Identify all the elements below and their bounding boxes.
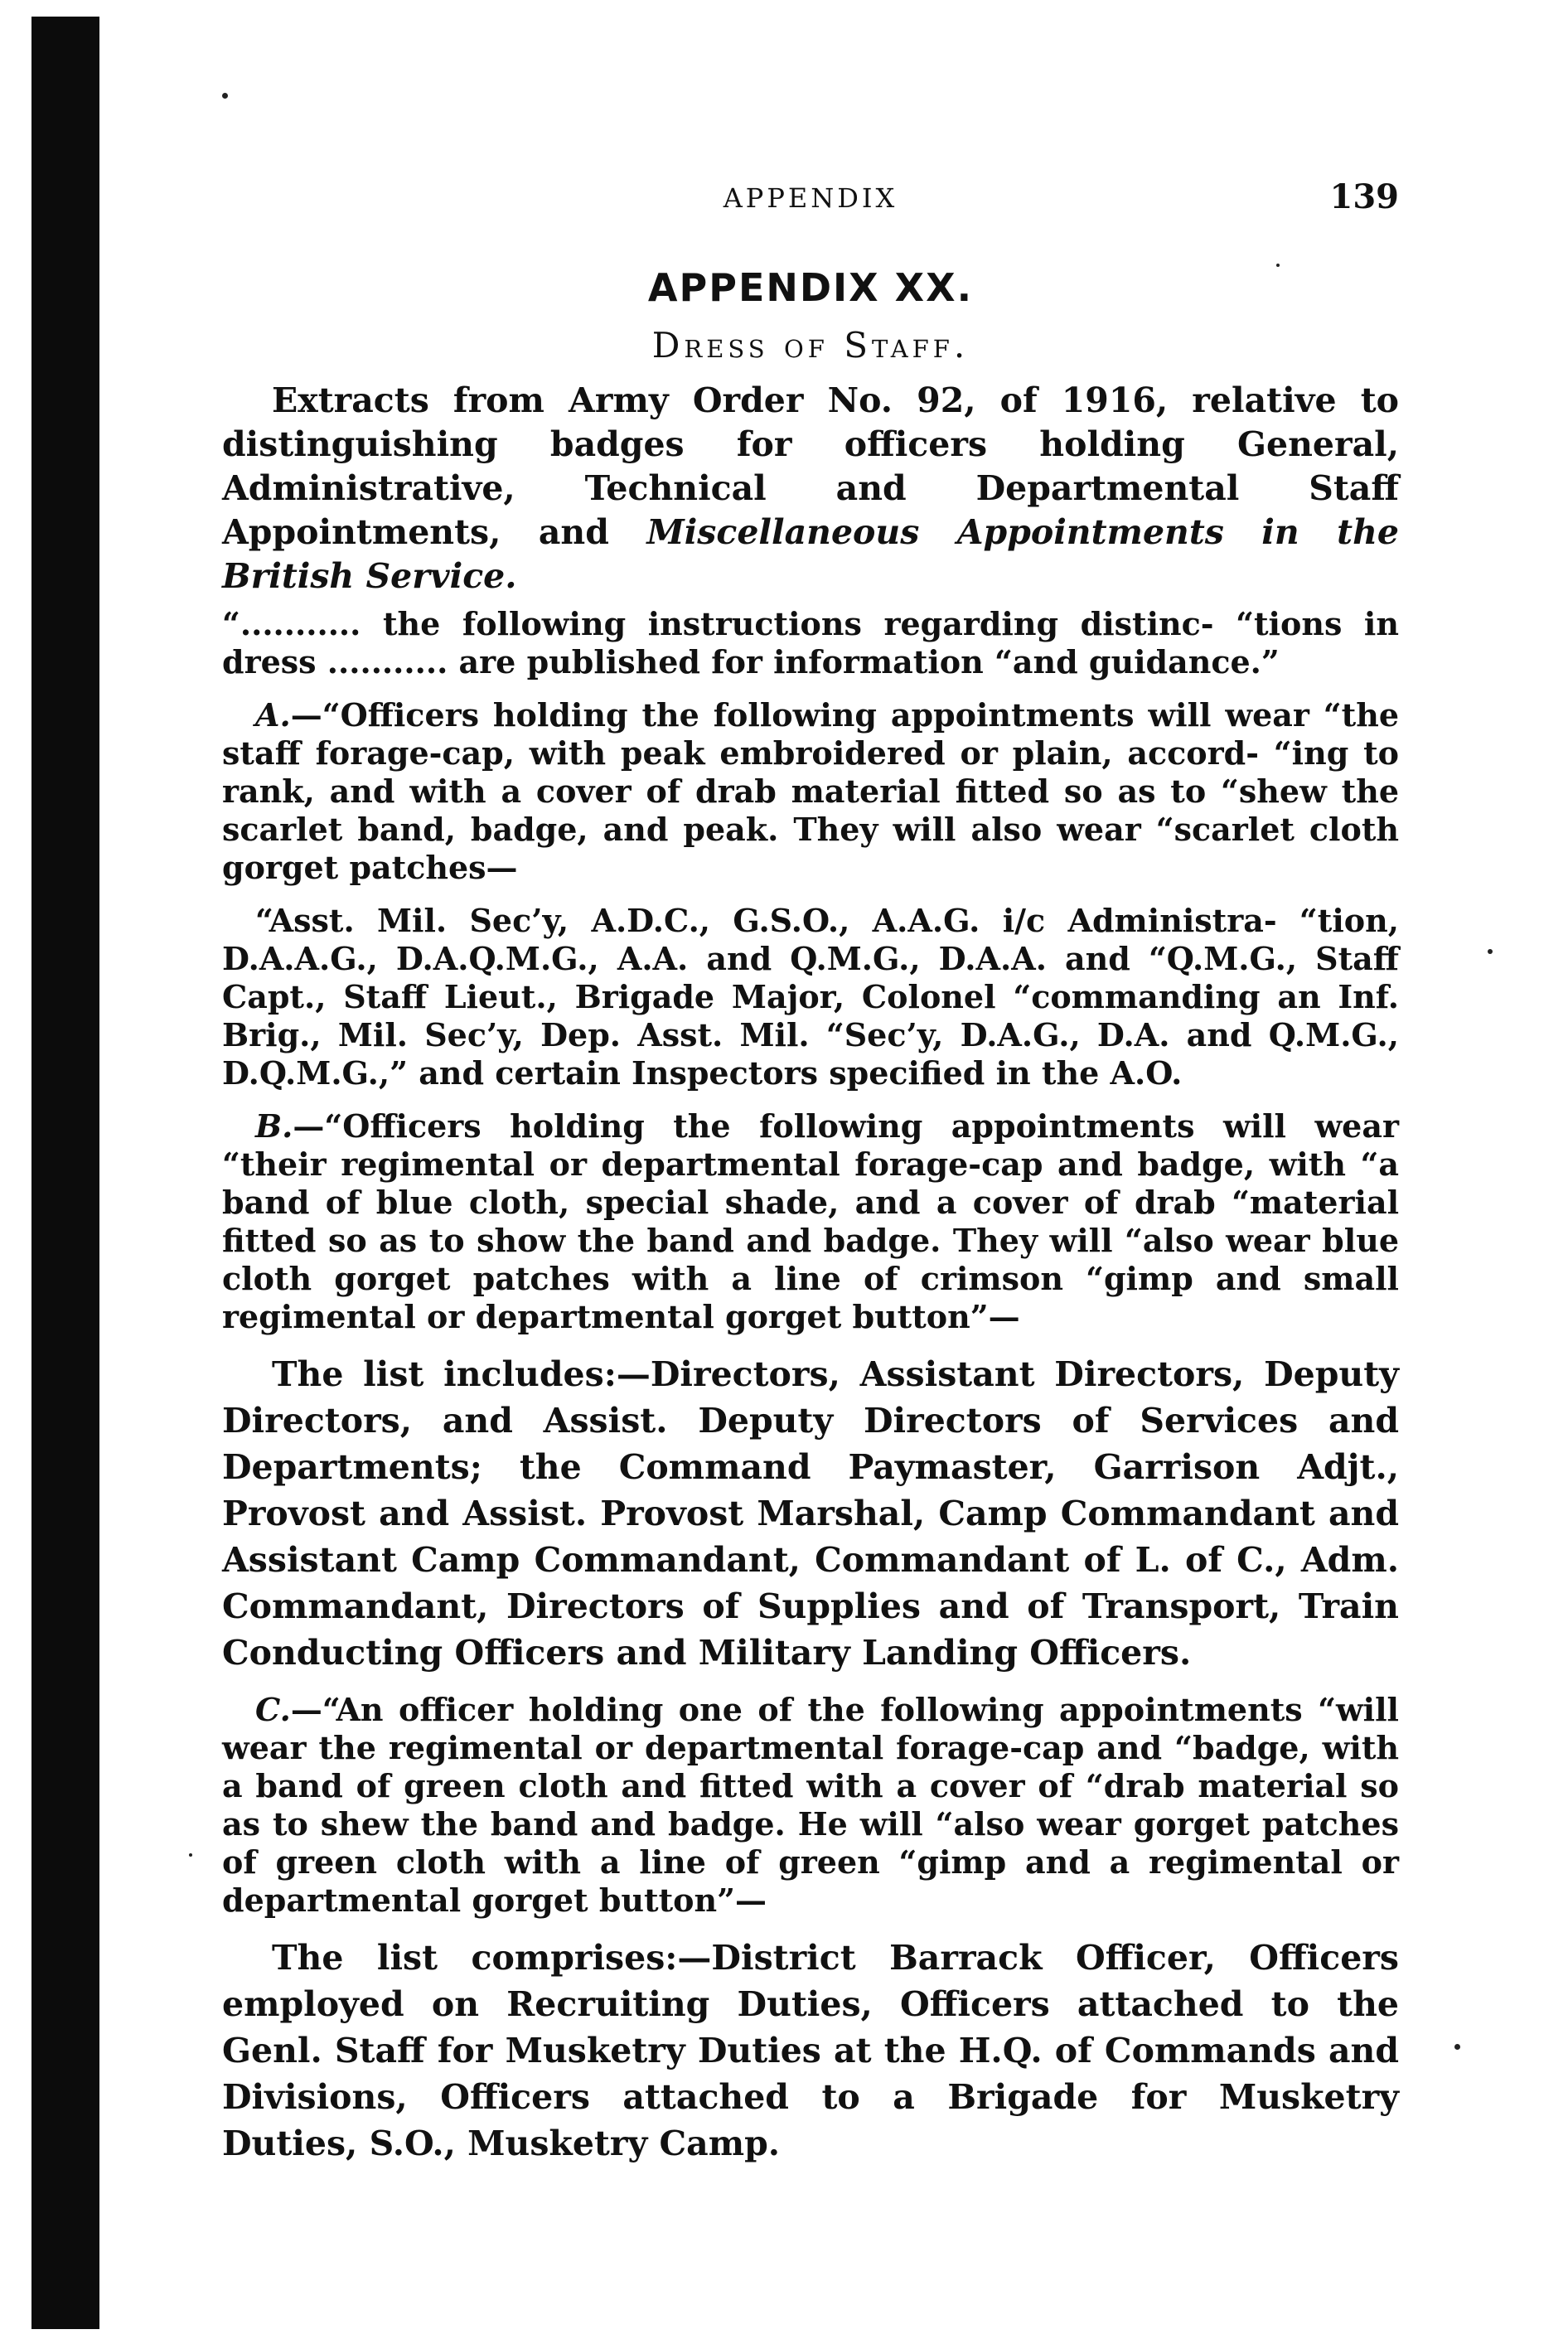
section-c-text: —“An officer holding one of the following appointments “will wear the regimental or departmental forage-cap and “badge, with a band of green cloth and fitted with a cover of “drab material so as to shew the band and badge. He will “also wear gorget patches of green cloth with a line of green “gimp and a regimental or departmental gorget button”— — [222, 1691, 1399, 1919]
section-a-mark: A. — [255, 696, 291, 734]
ink-speck — [189, 1853, 192, 1857]
intro-quote: “........... the following instructions regarding distinc- “tions in dress ........... are published for information “and guidance.” — [222, 605, 1399, 680]
intro-text: Extracts from Army Order No. 92, of 1916, relative to distinguishing badges for officers holding General, Administrative, Technical and Departmental Staff Appointments, and — [222, 380, 1399, 552]
section-c-list: The list comprises:—District Barrack Officer, Officers employed on Recruiting Duties, Officers attached to the Genl. Staff for Musketry Duties at the H.Q. of Commands and Divisions, Officers attached to a Brigade for Musketry Duties, S.O., Musketry Camp. — [222, 1938, 1399, 2163]
page — [222, 177, 1399, 2167]
section-b-mark: B. — [255, 1107, 293, 1145]
ink-speck — [222, 93, 228, 99]
section-c-paragraph — [222, 1691, 1399, 1920]
intro-italic-text: Miscellaneous Appointments in the British Service. — [222, 512, 1399, 596]
intro-paragraph — [222, 379, 1399, 598]
section-a-text: —“Officers holding the following appointments will wear “the staff forage-cap, with peak embroidered or plain, accord- “ing to rank, and with a cover of drab material fitted so as to “shew the scarlet band, badge, and peak. They will also wear “scarlet cloth gorget patches— — [222, 696, 1399, 886]
book-spine-shadow — [31, 17, 99, 2329]
running-head-title: APPENDIX — [723, 182, 898, 214]
ink-speck — [1488, 949, 1493, 954]
ink-speck — [1454, 2044, 1460, 2050]
section-b-text: —“Officers holding the following appointments will wear “their regimental or departmental forage-cap and badge, with “a band of blue cloth, special shade, and a cover of drab “material fitted so as to show the band and badge. They will “also wear blue cloth gorget patches with a line of crimson “gimp and small regimental or departmental gorget button”— — [222, 1107, 1399, 1335]
appendix-heading: APPENDIX XX. — [647, 265, 974, 310]
appendix-subheading: Dress of Staff. — [651, 325, 970, 366]
section-b-list: The list includes:—Directors, Assistant Directors, Deputy Directors, and Assist. Deputy Directors of Services and Departments; the Command Paymaster, Garrison Adjt., Provost and Assist. Provost Marshal, Camp Commandant and Assistant Camp Commandant, Commandant of L. of C., Adm. Commandant, Directors of Supplies and of Transport, Train Conducting Officers and Military Landing Officers. — [222, 1354, 1399, 1673]
page-number: 139 — [1329, 177, 1399, 216]
section-a-list: “Asst. Mil. Sec’y, A.D.C., G.S.O., A.A.G. i/c Administra- “tion, D.A.A.G., D.A.Q.M.G., A.A. and Q.M.G., D.A.A. and “Q.M.G., Staff Capt., Staff Lieut., Brigade Major, Colonel “commanding an Inf. Brig., Mil. Sec’y, Dep. Asst. Mil. “Sec’y, D.A.G., D.A. and Q.M.G., D.Q.M.G.,” and certain Inspectors specified in the A.O. — [222, 902, 1399, 1092]
section-a-paragraph — [222, 696, 1399, 887]
section-b-paragraph — [222, 1107, 1399, 1336]
section-c-mark: C. — [255, 1691, 291, 1728]
running-head — [222, 177, 1399, 232]
